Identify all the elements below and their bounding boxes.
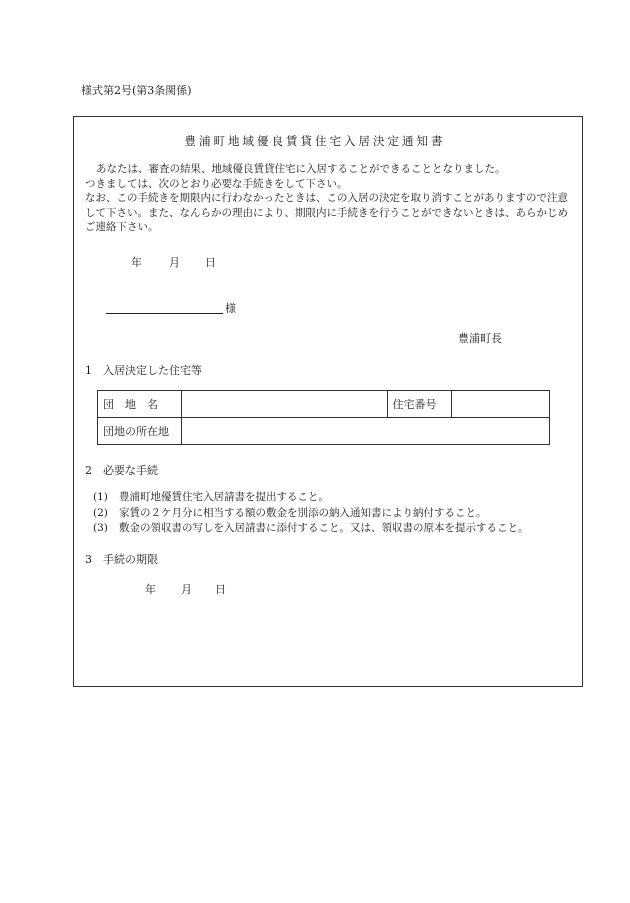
notice-date [131,254,216,270]
body-paragraph-1: あなたは、審査の結果、地域優良賃貸住宅に入居することができることとなりました。 [96,163,506,175]
table-row [98,391,550,418]
addressee-honorific: 様 [225,302,236,315]
housing-info-table [97,390,550,445]
complex-name-label: 団 地 名 [98,391,182,418]
deadline-month: 月 [181,583,192,596]
house-number-field[interactable] [452,391,550,418]
location-label: 団地の所在地 [98,418,182,445]
deadline-date [145,581,226,597]
section-1-heading: 1 入居決定した住宅等 [85,364,202,377]
notice-date-month: 月 [169,256,180,269]
step-number: (2) [93,507,108,519]
document-title: 豊浦町地域優良賃貸住宅入居決定通知書 [184,134,446,148]
section-2-heading: 2 必要な手続 [85,464,158,477]
body-paragraph-3: なお、この手続きを期限内に行わなかったときは、この入居の決定を取り消すことがありますので注意して下さい。また、なんらかの理由により、期限内に手続きを行うことができないときは、あらかじめご連絡下さい。 [85,192,568,233]
house-number-label: 住宅番号 [387,391,452,418]
step-number: (1) [93,491,108,503]
addressee-blank-line [106,313,223,314]
step-number: (3) [93,522,108,534]
procedure-step-3 [93,520,529,535]
notice-date-day: 日 [205,256,216,269]
section-3-heading: 3 手続の期限 [85,553,158,566]
procedure-step-2 [93,505,487,520]
notice-date-year: 年 [131,256,142,269]
deadline-day: 日 [215,583,226,596]
step-text: 豊浦町地優賃住宅入居請書を提出すること。 [119,491,329,503]
procedure-step-1 [93,489,329,504]
step-text: 家賃の２ケ月分に相当する額の敷金を別添の納入通知書により納付すること。 [119,507,487,519]
deadline-year: 年 [145,583,156,596]
step-text: 敷金の領収書の写しを入居請書に添付すること。又は、領収書の原本を提示すること。 [119,522,529,534]
table-row [98,418,550,445]
complex-name-field[interactable] [182,391,387,418]
location-field[interactable] [182,418,550,445]
body-paragraph-2: つきましては、次のとおり必要な手続きをして下さい。 [85,178,348,190]
form-number: 様式第2号(第3条関係) [81,84,192,97]
issuer-name: 豊浦町長 [458,332,502,345]
